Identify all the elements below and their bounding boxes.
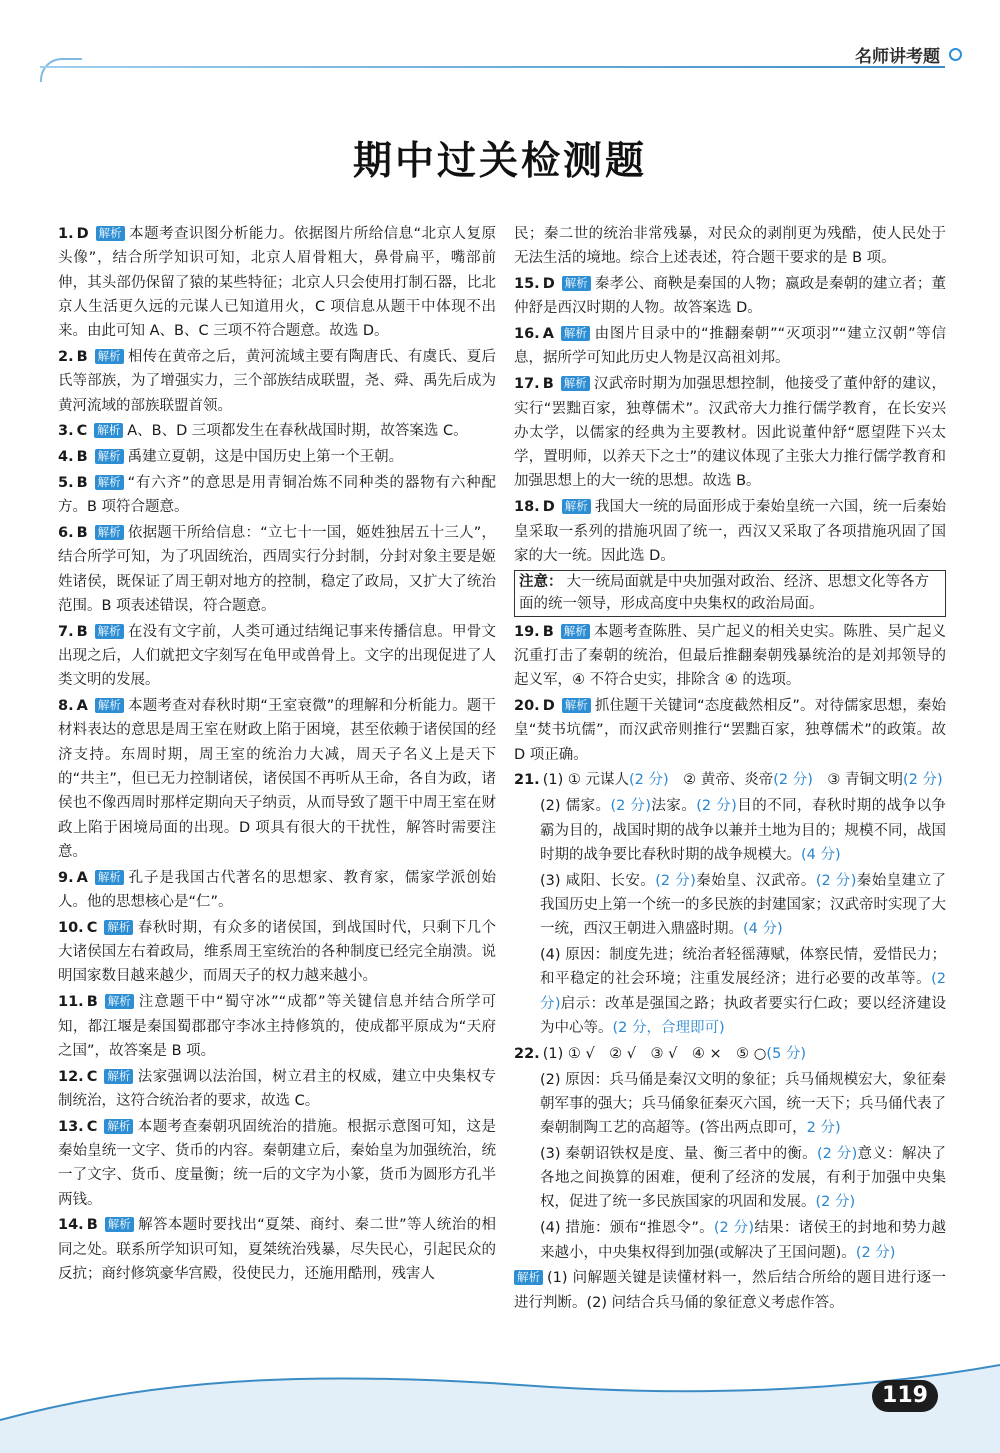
answer-list-right: [514, 272, 946, 568]
explanation-text: 汉武帝时期为加强思想控制，他接受了董仲舒的建议，实行“罢黜百家，独尊儒术”。汉武帝大力推行儒学教育，在长安兴办太学，以儒家的经典为主要教材。因此说董仲舒“愿望陛下兴太学，置明师，以养天下之士”的建议体现了主张大力推行儒学教育和加强思想上的大一统的思想。故选 B。: [514, 376, 946, 490]
analysis-tag: 解析: [94, 423, 123, 438]
footer-wave-decoration: [0, 1360, 1000, 1453]
analysis-tag: 解析: [104, 1119, 133, 1134]
answer-22-analysis: [514, 1266, 946, 1315]
answer-entry: [58, 445, 496, 469]
question-number: 20.: [514, 698, 540, 715]
answer-letter: A: [542, 326, 554, 343]
analysis-tag: 解析: [561, 624, 590, 639]
answer-21-part-4: [514, 943, 946, 1040]
header-rule: [40, 66, 945, 68]
answer-21-1a: (1) ① 元谋人: [542, 772, 629, 789]
answer-text: (2) 原因：兵马俑是秦汉文明的象征；兵马俑规模宏大，象征秦朝军事的强大；兵马俑象征秦灭六国，统一天下；兵马俑代表了秦朝制陶工艺的高超等。(答出两点即可，: [540, 1071, 946, 1137]
analysis-tag: 解析: [95, 525, 124, 540]
score: (2 分): [902, 772, 943, 789]
answer-entry: [58, 694, 496, 864]
answer-22-part-2: [514, 1068, 946, 1141]
explanation-text: 抓住题干关键词“态度截然相反”。对待儒家思想，秦始皇“焚书坑儒”，而汉武帝则推行“罢黜百家，独尊儒术”的政策。故 D 项正确。: [514, 698, 946, 763]
answer-text: 意义：解决了各地之间换算的困难，便利了经济的发展，有利于加强中央集权，促进了统一多民族国家的巩固和发展。: [540, 1145, 947, 1211]
question-number: 1.: [58, 226, 74, 242]
analysis-tag: 解析: [561, 326, 590, 341]
answer-letter: C: [86, 1118, 98, 1135]
analysis-tag: 解析: [562, 276, 591, 291]
question-number: 9.: [58, 869, 74, 886]
explanation-text: 相传在黄帝之后，黄河流域主要有陶唐氏、有虞氏、夏后氏等部族，为了增强实力，三个部族结成联盟，尧、舜、禹先后成为黄河流域的部族联盟首领。: [58, 348, 496, 414]
analysis-tag: 解析: [105, 1217, 134, 1232]
question-number: 21.: [514, 772, 540, 789]
explanation-text: 本题考查秦朝巩固统治的措施。根据示意图可知，这是秦始皇统一文字、货币的内容。秦朝建立后，秦始皇为加强统治，统一了文字、货币、度量衡；统一后的文字为小篆，货币为圆形方孔半两钱。: [58, 1118, 496, 1208]
analysis-tag: 解析: [514, 1270, 543, 1285]
analysis-tag: 解析: [562, 499, 591, 514]
question-number: 3.: [58, 423, 74, 440]
analysis-tag: 解析: [95, 870, 124, 885]
answer-text: 启示：改革是强国之路；执政者要实行仁政；要以经济建设为中心等。: [540, 995, 946, 1036]
question-number: 2.: [58, 348, 74, 365]
answer-text: 结果：诸侯王的封地和势力越来越小，中央集权得到加强(或解决了王国问题)。: [540, 1220, 946, 1261]
answer-entry: [58, 222, 496, 343]
continued-text: 民；秦二世的统治非常残暴，对民众的剥削更为残酷，使人民处于无法生活的境地。综合上述表述，符合题干要求的是 B 项。: [514, 226, 946, 267]
analysis-text: (1) 问解题关键是读懂材料一，然后结合所给的题目进行逐一进行判断。(2) 问结合兵马俑的象征意义考虑作答。: [514, 1270, 946, 1311]
question-number: 6.: [58, 525, 74, 542]
page-header: [0, 0, 1000, 80]
explanation-text: 解答本题时要找出“夏桀、商纣、秦二世”等人统治的相同之处。联系所学知识可知，夏桀统治残暴，尽失民心，引起民众的反抗；商纣修筑豪华宫殿，役使民力，还施用酷刑，残害人: [58, 1217, 496, 1282]
analysis-tag: 解析: [95, 349, 124, 364]
analysis-tag: 解析: [95, 624, 124, 639]
answer-21-1b: ② 黄帝、炎帝: [683, 772, 774, 789]
analysis-tag: 解析: [105, 994, 134, 1009]
score: (2 分): [696, 798, 737, 815]
answer-letter: B: [76, 348, 88, 365]
score: (2 分): [610, 798, 651, 815]
answer-entry: [514, 272, 946, 321]
question-number: 15.: [514, 276, 540, 293]
explanation-text: 我国大一统的局面形成于秦始皇统一六国，统一后秦始皇采取一系列的措施巩固了统一，西汉又采取了各项措施巩固了国家的大一统。因此选 D。: [514, 499, 946, 564]
answer-entry: [514, 694, 946, 767]
answer-text: 秦始皇、汉武帝。: [695, 872, 816, 889]
answer-entry: [58, 866, 496, 915]
answer-text: (2) 儒家。: [540, 798, 611, 815]
explanation-text: 在没有文字前，人类可通过结绳记事来传播信息。甲骨文出现之后，人们就把文字刻写在龟甲或兽骨上。文字的出现促进了人类文明的发展。: [58, 623, 496, 689]
answer-letter: D: [542, 698, 555, 715]
answer-entry: [58, 471, 496, 520]
answer-letter: B: [76, 449, 88, 466]
answer-21-1c: ③ 青铜文明: [827, 772, 903, 789]
question-number: 22.: [514, 1045, 540, 1062]
answer-letter: B: [76, 623, 88, 640]
answer-letter: A: [76, 869, 88, 886]
answer-entry: [58, 916, 496, 989]
question-number: 8.: [58, 698, 74, 715]
answer-text: 秦始皇建立了我国历史上第一个统一的多民族的封建国家；汉武帝时实现了大一统，西汉王朝进入鼎盛时期。: [540, 872, 947, 938]
answer-text: (3) 咸阳、长安。: [540, 872, 656, 889]
answer-text: (4) 措施：颁布“推恩令”。: [540, 1220, 714, 1237]
answer-letter: B: [542, 376, 554, 393]
analysis-tag: 解析: [104, 1069, 133, 1084]
score: (2 分): [628, 772, 669, 789]
question-number: 7.: [58, 623, 74, 640]
answer-letter: D: [542, 276, 555, 293]
answer-letter: C: [76, 423, 88, 440]
score: (2 分): [540, 971, 946, 1012]
analysis-tag: 解析: [562, 698, 591, 713]
answer-letter: C: [86, 1068, 98, 1085]
question-number: 5.: [58, 474, 74, 491]
answer-entry: [58, 521, 496, 618]
question-number: 12.: [58, 1068, 84, 1085]
answer-text: 法家。: [650, 798, 697, 815]
answer-letter: B: [76, 474, 88, 491]
score: (2 分): [713, 1220, 755, 1237]
page-title: 期中过关检测题: [352, 138, 647, 184]
answer-letter: B: [86, 1217, 98, 1234]
question-number: 19.: [514, 623, 540, 640]
explanation-text: 注意题干中“蜀守冰”“成都”等关键信息并结合所学可知，都江堰是秦国蜀郡郡守李冰主持修筑的，使成都平原成为“天府之国”，故答案是 B 项。: [58, 994, 496, 1059]
score: (4 分): [801, 846, 841, 863]
explanation-text: 法家强调以法治国，树立君主的权威，建立中央集权专制统治，这符合统治者的要求，故选 C。: [58, 1068, 496, 1109]
question-number: 10.: [58, 919, 84, 936]
score: (5 分): [766, 1045, 807, 1062]
answer-entry: [58, 345, 496, 418]
page-number: 119: [872, 1380, 938, 1412]
question-number: 13.: [58, 1118, 84, 1135]
section-name: 名师讲考题: [855, 47, 940, 67]
answer-entry: [58, 419, 496, 443]
score: (2 分，合理即可): [612, 1019, 725, 1036]
answer-text: (3) 秦朝诏铁权是度、量、衡三者中的衡。: [540, 1145, 817, 1162]
note-label: 注意：: [519, 573, 563, 590]
analysis-tag: 解析: [561, 376, 590, 391]
answer-letter: D: [76, 226, 89, 242]
analysis-tag: 解析: [95, 449, 124, 464]
answer-entry: [514, 495, 946, 568]
answer-text: (1) ① √ ② √ ③ √ ④ × ⑤ ○: [542, 1045, 767, 1062]
answer-list-right-2: [514, 620, 946, 767]
explanation-text: 孔子是我国古代著名的思想家、教育家，儒家学派创始人。他的思想核心是“仁”。: [58, 869, 496, 911]
right-column: [514, 222, 946, 1316]
score: (2 分): [815, 1194, 856, 1211]
answer-text: 目的不同，春秋时期的战争以争霸为目的，战国时期的战争以兼并土地为目的；规模不同，战国时期的战争要比春秋时期的战争规模大。: [540, 798, 947, 863]
explanation-text: “有六齐”的意思是用青铜冶炼不同种类的器物有六种配方。B 项符合题意。: [58, 474, 496, 516]
score: (2 分): [816, 1145, 858, 1162]
answer-entry: [514, 620, 946, 693]
explanation-text: 禹建立夏朝，这是中国历史上第一个王朝。: [127, 449, 404, 466]
question-number: 14.: [58, 1217, 84, 1234]
explanation-text: 由图片目录中的“推翻秦朝”“灭项羽”“建立汉朝”等信息，据所学可知此历史人物是汉高祖刘邦。: [514, 326, 946, 367]
analysis-tag: 解析: [95, 698, 124, 713]
analysis-tag: 解析: [104, 920, 133, 935]
question-number: 4.: [58, 449, 74, 466]
answer-letter: B: [542, 623, 554, 640]
left-column: [58, 222, 496, 1288]
score: (2 分): [773, 772, 813, 789]
answer-entry-22: [514, 1042, 946, 1066]
score: 2 分): [806, 1120, 841, 1137]
analysis-tag: 解析: [96, 226, 125, 241]
answer-letter: C: [86, 919, 98, 936]
answer-entry-21: [514, 768, 946, 792]
note-text: 大一统局面就是中央加强对政治、经济、思想文化等各方面的统一领导，形成高度中央集权的政治局面。: [519, 573, 929, 613]
answer-22-part-4: [514, 1216, 946, 1265]
answer-entry: [58, 990, 496, 1063]
analysis-tag: 解析: [95, 475, 124, 490]
explanation-text: 本题考查对春秋时期“王室衰微”的理解和分析能力。题干材料表达的意思是周王室在财政上陷于困境，甚至依赖于诸侯国的经济支持。东周时期，周王室的统治力大减，周天子名义上是天下的“共主”，但已无力控制诸侯，诸侯国不再听从王命，各自为政，诸侯也不像西周时那样定期向天子纳贡，从而导致了题干中周王室在财政上陷于困境局面的出现。D 项具有很大的干扰性，解答时需要注意。: [58, 698, 496, 860]
explanation-text: 依据题干所给信息：“立七十一国，姬姓独居五十三人”，结合所学可知，为了巩固统治，西周实行分封制，分封对象主要是姬姓诸侯，既保证了周王朝对地方的控制，稳定了政局，又扩大了统治范围。B 项表述错误，符合题意。: [58, 525, 496, 614]
question-number: 17.: [514, 376, 540, 393]
answer-entry: [58, 1115, 496, 1212]
answer-entry: [514, 372, 946, 493]
header-curve-decoration: [40, 58, 82, 82]
question-number: 16.: [514, 326, 540, 343]
explanation-text: A、B、D 三项都发生在春秋战国时期，故答案选 C。: [127, 423, 468, 440]
note-box: [514, 570, 946, 617]
explanation-text: 春秋时期，有众多的诸侯国，到战国时代，只剩下几个大诸侯国左右着政局，维系周王室统治的各种制度已经完全崩溃。说明国家数目越来越少，而周天子的权力越来越小。: [58, 919, 496, 985]
answer-letter: B: [86, 994, 98, 1011]
answer-22-part-3: [514, 1142, 946, 1215]
score: (4 分): [743, 921, 783, 938]
answer-entry: [58, 620, 496, 693]
explanation-text: 秦孝公、商鞅是秦国的人物；嬴政是秦朝的建立者；董仲舒是西汉时期的人物。故答案选 D。: [514, 276, 946, 317]
explanation-text: 本题考查识图分析能力。依据图片所给信息“北京人复原头像”，结合所学知识可知，北京人眉骨粗大，鼻骨扁平，嘴部前伸，其头部仍保留了猿的某些特征；北京人只会使用打制石器，比北京人生活更久远的元谋人已知道用火，C 项信息从题干中体现不出来。由此可知 A、B、C 三项不符合题意。故选 D。: [58, 226, 496, 340]
answer-21-part-2: [514, 794, 946, 867]
answer-letter: B: [76, 525, 88, 542]
question-number: 18.: [514, 499, 540, 516]
answer-letter: D: [542, 499, 555, 516]
answer-entry: [514, 322, 946, 371]
answer-entry: [58, 1065, 496, 1114]
answer-list-left: [58, 222, 496, 1286]
score: (2 分): [655, 872, 696, 889]
score: (2 分): [815, 872, 857, 889]
answer-21-part-3: [514, 869, 946, 942]
explanation-text: 本题考查陈胜、吴广起义的相关史实。陈胜、吴广起义沉重打击了秦朝的统治，但最后推翻秦朝残暴统治的是刘邦领导的起义军，④ 不符合史实，排除含 ④ 的选项。: [514, 623, 946, 689]
answer-letter: A: [76, 698, 88, 715]
answer-entry: [58, 1213, 496, 1286]
answer-text: (4) 原因：制度先进；统治者轻徭薄赋，体察民情，爱惜民力；和平稳定的社会环境；注重发展经济；进行必要的改革等。: [540, 947, 946, 988]
header-dot-icon: [949, 48, 962, 61]
question-number: 11.: [58, 994, 84, 1011]
score: (2 分): [855, 1244, 896, 1261]
